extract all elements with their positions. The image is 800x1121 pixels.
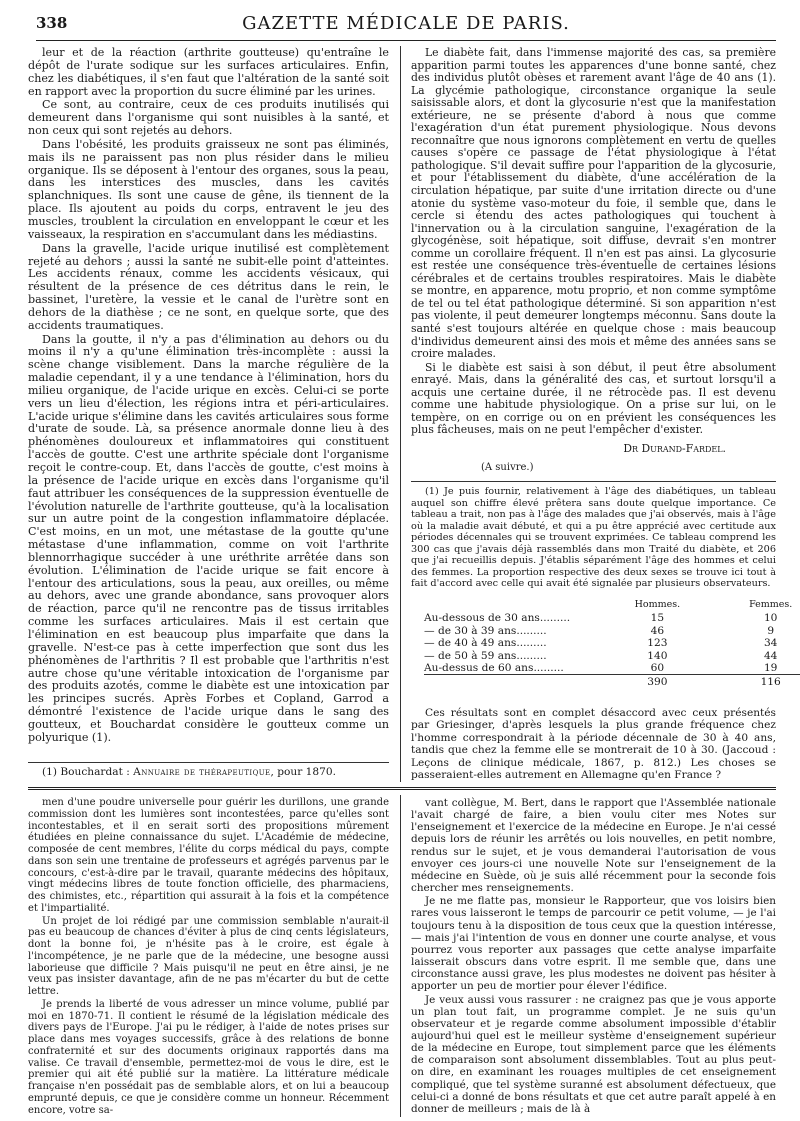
lower-right-column bbox=[411, 797, 776, 1115]
letter-paragraph: Je veux aussi vous rassurer : ne craignez pas que je vous apporte un plan tout fait, un programme complet. Je ne suis qu'un observateur et je regarde comme absolument impossible d'établir aujourd'hui quel est le meilleur système d'enseignement supérieur de la médecine en Europe, tout simplement parce que les éléments de comparaison sont absolument dissemblables. Tout au plus peut-on dire, en examinant les rouages multiples de cet enseignement compliqué, que tel système suranné est absolument défectueux, que celui-ci a donné de bons résultats et que cet autre paraît appelé à en donner de meilleurs ; mais de là à bbox=[411, 993, 776, 1115]
age-table-row bbox=[424, 637, 800, 649]
women-count: 10 bbox=[763, 612, 778, 625]
age-range-label: Au-dessous de 30 ans......... bbox=[424, 612, 571, 625]
letter-paragraph: vant collègue, M. Bert, dans le rapport que l'Assemblée nationale l'avait chargé de faire, a bien voulu citer mes Notes sur l'enseignement et l'exercice de la médecine en Europe. Je n'ai cessé depuis lors de réunir les arrêtés ou lois nouvelles, en petit nombre, rendus sur le sujet, et je vous demanderai l'autorisation de vous envoyer ces jours-ci une nouvelle Note sur l'enseignement de la médecine en Suède, où je suis allé récemment pour la seconde fois chercher mes renseignements. bbox=[411, 797, 776, 895]
lower-left-column bbox=[28, 797, 389, 1115]
upper-right-column bbox=[411, 47, 776, 475]
upper-left-column bbox=[28, 47, 389, 759]
column-divider-top bbox=[400, 46, 401, 782]
age-table-total-row bbox=[424, 675, 800, 689]
spacer-cell bbox=[687, 675, 742, 689]
right-footnote-continued bbox=[411, 707, 776, 782]
letter-paragraph: Un projet de loi rédigé par une commission semblable n'aurait-il pas eu beaucoup de chances d'éviter à plus de cinq cents législateurs, dont la bonne foi, je n'hésite pas à le croire, est égale à l'incompétence, je ne parle que de la médecine, une besogne aussi laborieuse que difficile ? Mais puisqu'il ne peut en être ainsi, je ne veux pas insister davantage, afin de ne pas m'écarter du but de cette lettre. bbox=[28, 915, 389, 997]
men-count: 46 bbox=[650, 624, 665, 637]
spacer-cell bbox=[687, 650, 742, 662]
men-count: 15 bbox=[650, 612, 665, 625]
page-number: 338 bbox=[36, 14, 68, 32]
letter-paragraph: Je prends la liberté de vous adresser un mince volume, publié par moi en 1870-71. Il contient le résumé de la législation médicale des divers pays de l'Europe. J'ai pu le rédiger, à l'aide de notes prises sur place dans mes voyages successifs, grâce à des relations de bonne confraternité et sur des documents originaux rapportés dans ma valise. Ce travail d'ensemble, permettez-moi de vous le dire, est le premier qui ait été publié sur la matière. La littérature médicale française n'en possédait pas de semblable alors, et on lui a beaucoup emprunté depuis, ce que je considère comme un honneur. Récemment encore, votre sa- bbox=[28, 998, 389, 1115]
age-table-row bbox=[424, 650, 800, 662]
header-rule bbox=[36, 40, 776, 41]
men-count: 123 bbox=[647, 637, 668, 650]
total-label-cell bbox=[424, 675, 628, 689]
men-count: 60 bbox=[650, 662, 665, 675]
men-total: 390 bbox=[628, 675, 687, 689]
left-footnote-label: (1) Bouchardat : bbox=[42, 766, 130, 778]
right-footnote-rule bbox=[411, 481, 776, 482]
age-table bbox=[424, 598, 800, 689]
article-paragraph: Dans la gravelle, l'acide urique inutilisé est complètement rejeté au dehors ; aussi la santé ne subit-elle point d'atteintes. Les accidents rénaux, comme les accidents vésicaux, qui résultent de la présence de ces détritus dans le rein, le bassinet, l'uretère, la vessie et le canal de l'urètre sont en dehors de la diathèse ; ce ne sont, en quelque sorte, que des accidents traumatiques. bbox=[28, 241, 389, 332]
age-range-label: — de 50 à 59 ans......... bbox=[424, 649, 547, 662]
age-range-label: Au-dessus de 60 ans......... bbox=[424, 662, 564, 675]
women-count: 9 bbox=[767, 624, 775, 637]
article-paragraph: leur et de la réaction (arthrite goutteuse) qu'entraîne le dépôt de l'urate sodique sur les surfaces articulaires. Enfin, chez les diabétiques, il s'en faut que l'altération de la santé soit en rapport avec la proportion du sucre éliminé par les urines. bbox=[28, 47, 389, 98]
age-table-header-men: Hommes. bbox=[634, 599, 681, 610]
women-count: 34 bbox=[763, 637, 778, 650]
left-footnote bbox=[28, 766, 389, 782]
article-paragraph: Ce sont, au contraire, ceux de ces produits inutilisés qui demeurent dans l'organisme qui sont nuisibles à la santé, et non ceux qui sont rejetés au dehors. bbox=[28, 98, 389, 138]
women-count: 19 bbox=[763, 662, 778, 675]
women-count: 44 bbox=[763, 649, 778, 662]
article-paragraph: Le diabète fait, dans l'immense majorité des cas, sa première apparition parmi toutes les apparences d'une bonne santé, chez des individus plutôt obèses et rarement avant l'âge de 40 ans (1). La glycémie pathologique, circonstance organique la seule saisissable alors, et dont la glycosurie n'est que la manifestation extérieure, ne se présente d'abord à nous que comme l'exagération d'un état purement physiologique. Nous devons reconnaître que nous ignorons complètement en vertu de quelles causes s'opère ce passage de l'état physiologique à l'état pathologique. S'il devait suffire pour l'apparition de la glycosurie, et pour l'établissement du diabète, d'une accélération de la circulation hépatique, par suite d'une irritation directe ou d'une atonie du système vaso-moteur du foie, il semble que, dans le cercle si étendu des actes pathologiques qui touchent à l'innervation ou à la circulation sanguine, l'exagération de la glycogénèse, soit hépatique, soit diffuse, devrait s'en montrer comme un corollaire fréquent. Il n'en est pas ainsi. La glycosurie est restée une conséquence très-éventuelle de certaines lésions cérébrales et de certains troubles respiratoires. Mais le diabète se montre, en apparence, motu proprio, et non comme symptôme de tel ou tel état pathologique déterminé. Si son apparition n'est pas violente, il peut demeurer longtemps méconnu. Sans doute la santé s'est toujours altérée en quelque chose : mais beaucoup d'individus demeurent ainsi des mois et même des années sans se croire malades. bbox=[411, 47, 776, 361]
left-footnote-rest: , pour 1870. bbox=[270, 766, 337, 778]
letter-paragraph: men d'une poudre universelle pour guérir les durillons, une grande commission dont les lumières sont incontestées, parce qu'elles sont incontestables, et il en serait sorti des propositions mûrement étudiées en pleine connaissance du sujet. L'Académie de médecine, composée de cent membres, l'élite du corps médical du pays, compte dans son sein une trentaine de professeurs et agrégés parvenus par le concours, c'est-à-dire par le travail, quarante médecins des hôpitaux, vingt médecins libres de toute fonction officielle, des pharmaciens, des chimistes, etc., répartition qui assurait à la fois et la compétence et l'impartialité. bbox=[28, 797, 389, 914]
letter-paragraph: Je ne me flatte pas, monsieur le Rapporteur, que vos loisirs bien rares vous laisseront le temps de parcourir ce petit volume, — je l'ai toujours tenu à la disposition de tous ceux que la question intéresse, — mais j'ai l'intention de vous en donner une courte analyse, et vous pourrez vous reporter aux passages que cette analyse imparfaite laisserait obscurs dans votre esprit. Il me semble que, dans une circonstance aussi grave, les plus modestes ne doivent pas hésiter à apporter un peu de mortier pour élever l'édifice. bbox=[411, 895, 776, 993]
author-signature: Dr Durand-Fardel. bbox=[623, 441, 726, 455]
column-divider-bottom bbox=[400, 795, 401, 1117]
section-separator bbox=[28, 787, 776, 790]
spacer-cell bbox=[687, 637, 742, 649]
women-total: 116 bbox=[741, 675, 800, 689]
footnote-paragraph: (1) Je puis fournir, relativement à l'âge des diabétiques, un tableau auquel son chiffre élevé prêtera sans doute quelque importance. Ce tableau a trait, non pas à l'âge des malades que j'ai observés, mais à l'âge où la maladie avait débuté, et qui a pu être apprécié avec certitude aux périodes décennales qui se trouvent exprimées. Ce tableau comprend les 300 cas que j'avais déjà rassemblés dans mon Traité du diabète, et 206 que j'ai recueillis depuis. J'établis séparément l'âge des hommes et celui des femmes. La proportion respective des deux sexes se trouve ici tout à fait d'accord avec celle qui avait été signalée par plusieurs observateurs. bbox=[411, 486, 776, 589]
spacer-cell bbox=[687, 662, 742, 675]
spacer-cell bbox=[687, 625, 742, 637]
age-range-label: — de 30 à 39 ans......... bbox=[424, 624, 547, 637]
age-table-row bbox=[424, 612, 800, 624]
men-count: 140 bbox=[647, 649, 668, 662]
left-footnote-journal: Annuaire de thérapeutique bbox=[133, 766, 271, 778]
footnote-paragraph: Ces résultats sont en complet désaccord avec ceux présentés par Griesinger, d'après lesquels la plus grande fréquence chez l'homme correspondrait à la période décennale de 30 à 40 ans, tandis que chez la femme elle se montrerait de 10 à 30. (Jaccoud : Leçons de clinique médicale, 1867, p. 812.) Les choses se passeraient-elles autrement en Allemagne qu'en France ? bbox=[411, 707, 776, 782]
journal-title: GAZETTE MÉDICALE DE PARIS. bbox=[242, 13, 570, 34]
age-table-header-women: Femmes. bbox=[749, 599, 793, 610]
age-table-row bbox=[424, 625, 800, 637]
left-footnote-rule bbox=[28, 762, 389, 763]
age-table-row bbox=[424, 662, 800, 675]
to-be-continued: (A suivre.) bbox=[481, 461, 534, 473]
article-paragraph: Dans l'obésité, les produits graisseux ne sont pas éliminés, mais ils ne paraissent pas non plus résider dans le milieu organique. Ils se déposent à l'entour des organes, sous la peau, dans les interstices des muscles, dans les cavités splanchniques. Ils sont une cause de gêne, ils tiennent de la place. Ils ajoutent au poids du corps, entravent le jeu des muscles, troublent la circulation en enveloppant le cœur et les vaisseaux, la respiration en s'accumulant dans les médiastins. bbox=[28, 137, 389, 241]
page-header bbox=[36, 12, 776, 38]
article-paragraph: Dans la goutte, il n'y a pas d'élimination au dehors ou du moins il n'y a qu'une élimination très-incomplète : aussi la scène change visiblement. Dans la marche régulière de la maladie cependant, il y a une tendance à l'élimination, hors du milieu organique, de l'acide urique en excès. Celui-ci se porte vers un lieu d'élection, les régions intra et péri-articulaires. L'acide urique s'élimine dans les cavités articulaires sous forme d'urate de soude. Là, sa présence anormale donne lieu à des phénomènes douloureux et inflammatoires qui constituent l'accès de goutte. C'est une arthrite spéciale dont l'organisme reçoit le contre-coup. Et, dans l'accès de goutte, c'est moins à la présence de l'acide urique en excès dans l'organisme qu'il faut attribuer les conséquences de la suppression éventuelle de l'évolution naturelle de l'arthrite goutteuse, qu'à la localisation sur un autre point de la congestion inflammatoire déplacée. C'est moins, en un mot, une métastase de la goutte qu'une métastase d'une inflammation, comme on voit l'arthrite blennorrhagique succéder à une uréthrite arrêtée dans son évolution. L'élimination de l'acide urique se fait encore à l'entour des articulations, sous la peau, aux oreilles, ou même au dehors, avec une grande abondance, sans provoquer alors de réaction, parce qu'il ne rencontre pas de tissus irritables comme les surfaces articulaires. Mais il est certain que l'élimination en est beaucoup plus imparfaite que dans la gravelle. N'est-ce pas à cette imperfection que sont dus les phénomènes de l'arthritis ? Il est probable que l'arthritis n'est autre chose qu'une véritable intoxication de l'organisme par des produits azotés, comme le diabète est une intoxication par les principes sucrés. Après Forbes et Copland, Garrod a démontré l'existence de l'acide urique dans le sang des goutteux, et Bouchardat considère le goutteux comme un polyurique (1). bbox=[28, 332, 389, 744]
spacer-cell bbox=[687, 612, 742, 624]
right-footnote bbox=[411, 486, 776, 596]
article-paragraph: Si le diabète est saisi à son début, il peut être absolument enrayé. Mais, dans la généralité des cas, et surtout lorsqu'il a acquis une certaine durée, il ne rétrocède pas. Il est devenu comme une habitude physiologique. On a prise sur lui, on le tempère, on en corrige ou on en prévient les conséquences les plus fâcheuses, mais on ne peut l'empêcher d'exister. bbox=[411, 360, 776, 437]
age-range-label: — de 40 à 49 ans......... bbox=[424, 637, 547, 650]
